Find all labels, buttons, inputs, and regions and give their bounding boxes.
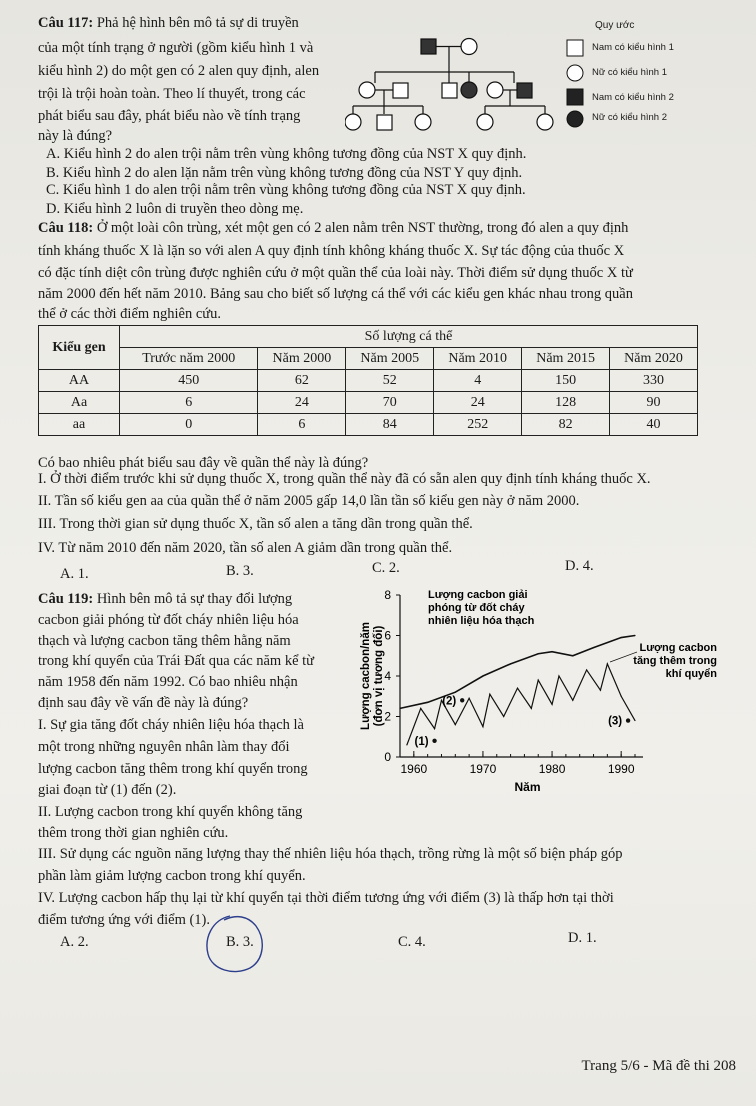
table-row — [39, 392, 698, 414]
q117-line-1: Câu 117: Phả hệ hình bên mô tả sự di truyền — [38, 15, 299, 31]
atmosphere-point — [586, 669, 587, 670]
y-tick-label: 8 — [384, 588, 391, 602]
q119-option-c: C. 4. — [398, 934, 426, 950]
genotype-cell: aa — [39, 414, 120, 436]
q119-line-2: cacbon giải phóng từ đốt cháy nhiên liệu hóa — [38, 612, 299, 628]
y-tick-label: 4 — [384, 669, 391, 683]
fossil-fuel-label: nhiên liệu hóa thạch — [428, 615, 535, 627]
x-tick-label: 1960 — [400, 762, 428, 776]
table-header-year: Trước năm 2000 — [120, 348, 258, 370]
q118-line-3: có đặc tính diệt côn trùng được nghiên cứu ở một quần thể của loài này. Thời điểm sử dụng thuốc X từ — [38, 265, 633, 281]
q117-option-d: D. Kiểu hình 2 luôn di truyền theo dòng mẹ. — [46, 201, 304, 217]
count-cell: 24 — [434, 392, 522, 414]
y-axis-label-line: Lượng cacbon/năm — [360, 622, 372, 730]
count-cell: 252 — [434, 414, 522, 436]
y-tick-label: 0 — [384, 750, 391, 764]
y-tick-label: 2 — [384, 709, 391, 724]
q118-ask: Có bao nhiêu phát biểu sau đây về quần thể này là đúng? — [38, 455, 369, 471]
x-tick-label: 1990 — [607, 762, 635, 776]
q119-line-1: Câu 119: Hình bên mô tả sự thay đổi lượng — [38, 591, 293, 607]
q119-line-12: thêm trong thời gian nghiên cứu. — [38, 825, 229, 841]
q119-line-5: năm 1958 đến năm 1992. Có bao nhiêu nhận — [38, 674, 298, 690]
table-header-group: Số lượng cá thể — [120, 326, 698, 348]
fossil-fuel-point — [455, 692, 456, 693]
atmosphere-point — [621, 696, 622, 697]
count-cell: 330 — [610, 370, 698, 392]
q118-line-4: năm 2000 đến hết năm 2010. Bảng sau cho biết số lượng cá thể với các kiểu gen khác nhau trong quần — [38, 286, 633, 302]
legend-symbols — [563, 38, 589, 128]
q119-line-4: trong khí quyển của Trái Đất qua các năm kể từ — [38, 653, 315, 669]
atmosphere-point — [420, 708, 421, 709]
chart-plot — [399, 635, 635, 746]
atmosphere-label: Lượng cacbon — [639, 642, 717, 654]
q119-statement-4a: IV. Lượng cacbon hấp thụ lại từ khí quyển tại thời điểm tương ứng với điểm (3) là thấp hơn tại thời — [38, 890, 614, 906]
count-cell: 24 — [258, 392, 346, 414]
x-tick-label: 1970 — [469, 762, 497, 776]
legend-item-1: Nam có kiểu hình 1 — [592, 42, 674, 53]
atmosphere-point — [538, 679, 539, 680]
count-cell: 82 — [522, 414, 610, 436]
q119-line-9: lượng cacbon tăng thêm trong khí quyển trong — [38, 761, 308, 777]
q118-line-2: tính kháng thuốc X là lặn so với alen A quy định tính không kháng thuốc X. Sự tác động của thuốc X — [38, 243, 625, 259]
atmosphere-point — [469, 698, 470, 699]
q119-line-10: giai đoạn từ (1) đến (2). — [38, 782, 177, 798]
legend-female-2-icon — [567, 111, 583, 127]
legend-female-1-icon — [567, 65, 583, 81]
atmosphere-point — [482, 726, 483, 727]
atmosphere-point — [634, 720, 635, 721]
q117-line-6: này là đúng? — [38, 128, 113, 144]
fossil-fuel-point — [621, 637, 622, 638]
chart-ylabel — [360, 622, 385, 730]
count-cell: 70 — [346, 392, 434, 414]
atmosphere-point — [607, 663, 608, 664]
q119-option-a: A. 2. — [60, 934, 89, 950]
q119-line-11: II. Lượng cacbon trong khí quyển không tăng — [38, 804, 303, 820]
atmosphere-point — [600, 690, 601, 691]
atmosphere-label: khí quyển — [665, 668, 717, 680]
genotype-cell: AA — [39, 370, 120, 392]
count-cell: 40 — [610, 414, 698, 436]
table-header-year: Năm 2020 — [610, 348, 698, 370]
fossil-fuel-label: phóng từ đốt cháy — [428, 602, 525, 614]
count-cell: 128 — [522, 392, 610, 414]
q117-line-4: trội là trội hoàn toàn. Theo lí thuyết, trong các — [38, 86, 306, 102]
pedigree-diagram — [345, 32, 570, 137]
q119-line-3: thạch và lượng cacbon tăng thêm hằng năm — [38, 633, 291, 649]
y-axis-label-line: (đơn vị tương đối) — [373, 625, 385, 727]
atmosphere-point — [517, 688, 518, 689]
count-cell: 52 — [346, 370, 434, 392]
q117-option-b: B. Kiểu hình 2 do alen lặn nằm trên vùng không tương đồng của NST Y quy định. — [46, 165, 523, 181]
fossil-fuel-point — [399, 708, 400, 709]
q118-option-b: B. 3. — [226, 563, 254, 579]
annotation-label: (1) — [414, 735, 429, 748]
fossil-fuel-point — [634, 635, 635, 636]
q119-statement-3b: phần làm giảm lượng cacbon trong khí quyển. — [38, 868, 306, 884]
count-cell: 6 — [120, 392, 258, 414]
legend-item-2: Nữ có kiểu hình 1 — [592, 67, 668, 78]
atmosphere-point — [551, 704, 552, 705]
q119-line-7: I. Sự gia tăng đốt cháy nhiên liệu hóa thạch là — [38, 717, 304, 733]
atmosphere-point — [572, 700, 573, 701]
chart-annotations — [415, 589, 718, 748]
q118-option-c: C. 2. — [372, 560, 400, 576]
fossil-fuel-point — [427, 702, 428, 703]
legend-title: Quy ước — [595, 20, 635, 31]
q118-statement-1: I. Ở thời điểm trước khi sử dụng thuốc X, trong quần thể này đã có sẵn alen quy định tính kháng thuốc X. — [38, 471, 651, 487]
q119-line-6: định sau đây về vấn đề này là đúng? — [38, 695, 249, 711]
table-header-year: Năm 2015 — [522, 348, 610, 370]
annotation-label: (3) — [608, 715, 623, 728]
q119-option-d: D. 1. — [568, 930, 597, 946]
atmosphere-point — [503, 716, 504, 717]
q117-option-a: A. Kiểu hình 2 do alen trội nằm trên vùng không tương đồng của NST X quy định. — [46, 146, 527, 162]
q117-option-c: C. Kiểu hình 1 do alen trội nằm trên vùng không tương đồng của NST X quy định. — [46, 182, 526, 198]
fossil-fuel-point — [482, 675, 483, 676]
q119-line-8: một trong những nguyên nhân làm thay đổi — [38, 739, 290, 755]
fossil-fuel-line — [400, 636, 635, 709]
atmosphere-increase-line — [407, 664, 635, 745]
q118-option-a: A. 1. — [60, 566, 89, 582]
table-header-year: Năm 2005 — [346, 348, 434, 370]
pedigree-female-normal — [461, 39, 477, 55]
count-cell: 4 — [434, 370, 522, 392]
atmosphere-point — [434, 728, 435, 729]
page-footer: Trang 5/6 - Mã đề thi 208 — [581, 1058, 736, 1074]
q118-statement-3: III. Trong thời gian sử dụng thuốc X, tần số alen a tăng dần trong quần thể. — [38, 516, 473, 532]
annotation-point — [432, 739, 436, 743]
atmosphere-point — [455, 724, 456, 725]
table-header-year: Năm 2010 — [434, 348, 522, 370]
legend-item-3: Nam có kiểu hình 2 — [592, 92, 674, 103]
atmosphere-label: tăng thêm trong — [633, 655, 717, 667]
legend-item-4: Nữ có kiểu hình 2 — [592, 112, 668, 123]
q118-option-d: D. 4. — [565, 558, 594, 574]
fossil-fuel-point — [593, 647, 594, 648]
q118-line-1: Câu 118: Ở một loài côn trùng, xét một gen có 2 alen nằm trên NST thường, trong đó alen a quy định — [38, 220, 629, 236]
table-header-genotype: Kiểu gen — [39, 326, 120, 370]
atmosphere-point — [406, 744, 407, 745]
q119-option-b: B. 3. — [226, 934, 254, 950]
x-axis-label: Năm — [514, 780, 541, 794]
q118-line-5: thể ở các thời điểm nghiên cứu. — [38, 306, 222, 322]
fossil-fuel-point — [551, 651, 552, 652]
q119-statement-3a: III. Sử dụng các nguồn năng lượng thay thế nhiên liệu hóa thạch, trồng rừng là một số biện pháp góp — [38, 846, 623, 862]
atmosphere-point — [489, 694, 490, 695]
genotype-table — [38, 325, 698, 436]
x-tick-label: 1980 — [538, 762, 566, 776]
q118-statement-4: IV. Từ năm 2010 đến năm 2020, tần số alen A giảm dần trong quần thể. — [38, 540, 453, 556]
count-cell: 450 — [120, 370, 258, 392]
annotation-point — [460, 698, 464, 702]
table-row — [39, 414, 698, 436]
table-row — [39, 370, 698, 392]
q117-line-5: phát biểu sau đây, phát biểu nào về tính trạng — [38, 108, 301, 124]
legend-male-1-icon — [567, 40, 583, 56]
q119-statement-4b: điểm tương ứng với điểm (1). — [38, 912, 211, 928]
annotation-point — [626, 718, 630, 722]
count-cell: 6 — [258, 414, 346, 436]
count-cell: 90 — [610, 392, 698, 414]
y-axis-label — [360, 622, 385, 730]
fossil-fuel-label: Lượng cacbon giải — [428, 589, 528, 601]
count-cell: 0 — [120, 414, 258, 436]
answer-circle-mark — [200, 912, 270, 978]
fossil-fuel-point — [572, 655, 573, 656]
count-cell: 84 — [346, 414, 434, 436]
pedigree-male-affected — [421, 39, 436, 54]
atmosphere-point — [558, 675, 559, 676]
atmosphere-point — [531, 708, 532, 709]
annotation-label: (2) — [442, 695, 457, 708]
fossil-fuel-point — [538, 653, 539, 654]
fossil-fuel-point — [510, 663, 511, 664]
q118-statement-2: II. Tần số kiểu gen aa của quần thể ở năm 2005 gấp 14,0 lần tần số kiểu gen này ở năm 2000. — [38, 493, 580, 509]
q117-line-3: kiểu hình 2) do một gen có 2 alen quy định, alen — [38, 63, 320, 79]
genotype-cell: Aa — [39, 392, 120, 414]
count-cell: 150 — [522, 370, 610, 392]
carbon-chart — [355, 585, 735, 800]
y-tick-label: 6 — [384, 628, 391, 643]
count-cell: 62 — [258, 370, 346, 392]
q117-line-2: của một tính trạng ở người (gồm kiểu hình 1 và — [38, 40, 314, 56]
legend-male-2-icon — [567, 89, 583, 105]
table-header-year: Năm 2000 — [258, 348, 346, 370]
